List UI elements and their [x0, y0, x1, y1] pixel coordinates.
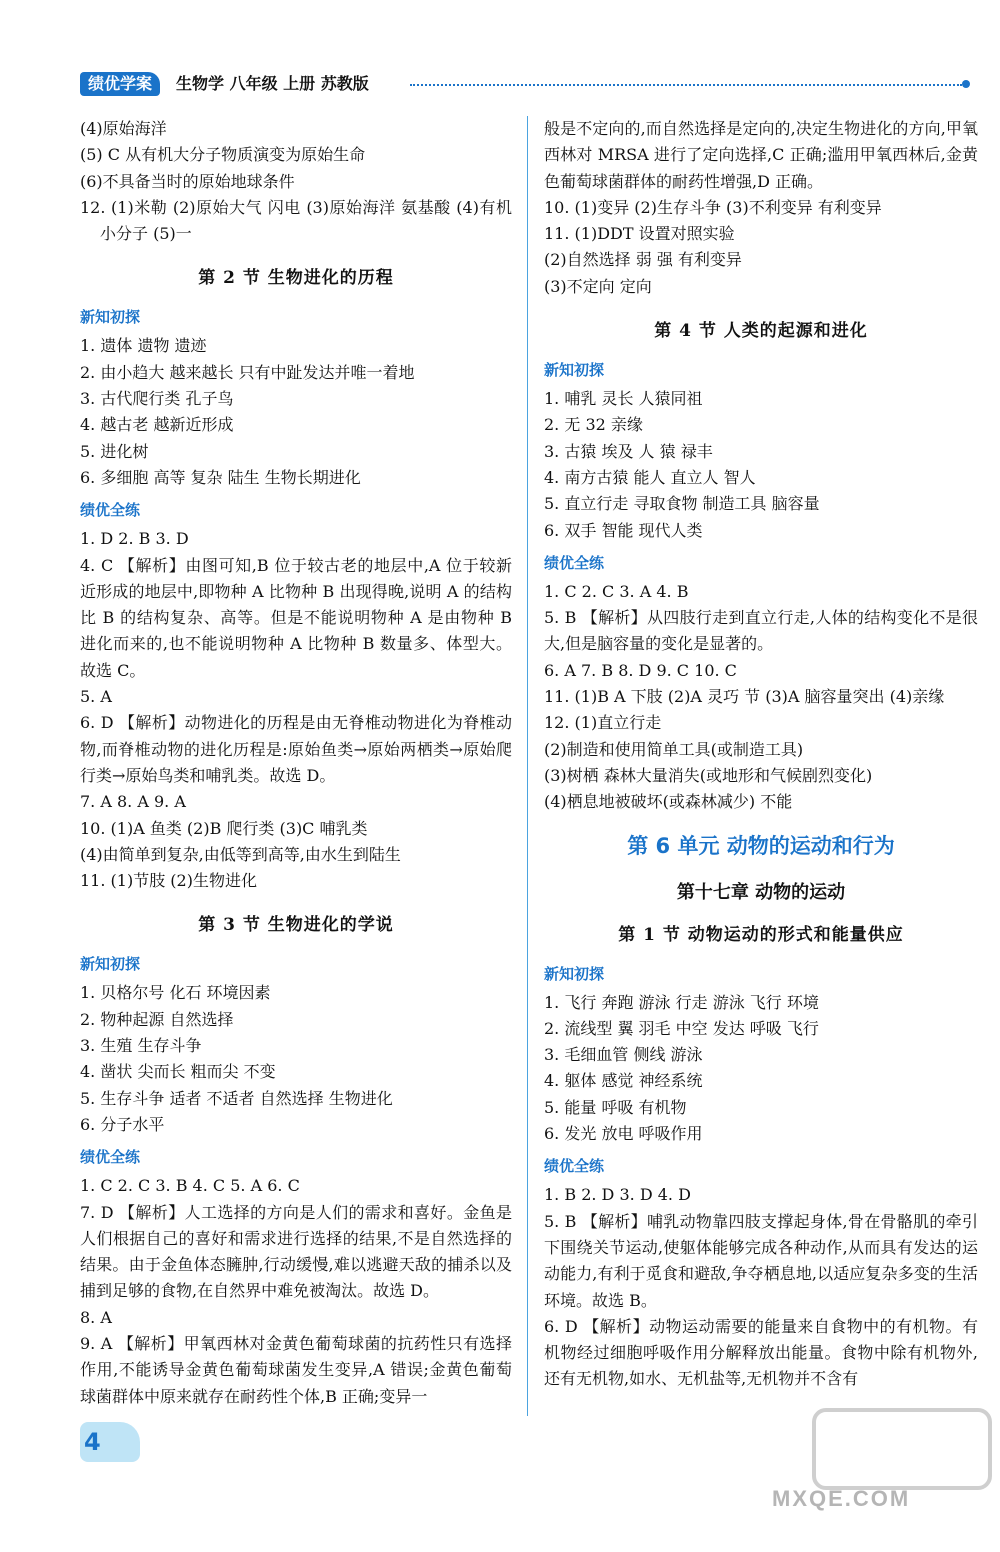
section-title-2: 第 2 节 生物进化的历程	[198, 268, 394, 289]
answer-line: 1. 贝格尔号 化石 环境因素	[80, 983, 271, 1003]
answer-line: (3)树栖 森林大量消失(或地形和气候剧烈变化)	[544, 765, 873, 785]
new-knowledge-label: 新知初探	[80, 955, 141, 974]
page-number: 4	[80, 1422, 140, 1462]
answer-line: 6. 分子水平	[80, 1114, 165, 1134]
answer-line: 1. 飞行 奔跑 游泳 行走 游泳 飞行 环境	[544, 992, 819, 1012]
answer-line: 2. 无 32 亲缘	[544, 415, 643, 435]
practice-label: 绩优全练	[80, 1148, 141, 1167]
new-knowledge-label: 新知初探	[544, 964, 605, 983]
answer-line: 6. 发光 放电 呼吸作用	[544, 1124, 703, 1144]
answer-line: 1. C 2. C 3. A 4. B	[544, 581, 689, 601]
answer-line: 6. A 7. B 8. D 9. C 10. C	[544, 660, 737, 680]
right-column	[544, 116, 978, 1393]
answer-line: 5. 直立行走 寻取食物 制造工具 脑容量	[544, 494, 820, 514]
answer-line: 11. (1)DDT 设置对照实验	[544, 224, 735, 244]
section-title-4: 第 4 节 人类的起源和进化	[654, 321, 868, 342]
practice-label: 绩优全练	[80, 501, 141, 520]
answer-line: 2. 由小趋大 越来越长 只有中趾发达并唯一着地	[80, 362, 415, 382]
answer-line: 5. 进化树	[80, 441, 149, 461]
explanation-item: 9. A 【解析】甲氧西林对金黄色葡萄球菌的抗药性只有选择作用,不能诱导金黄色葡萄球菌发生变异,A 错误;金黄色葡萄球菌群体中原来就存在耐药性个体,B 正确;变异一	[80, 1333, 512, 1406]
page-header	[80, 72, 972, 100]
practice-label: 绩优全练	[544, 553, 605, 572]
explanation-item: 7. D 【解析】人工选择的方向是人们的需求和喜好。金鱼是人们根据自己的喜好和需求进行选择的结果,不是自然选择的结果。由于金鱼体态臃肿,行动缓慢,难以逃避天敌的捕杀以及捕到足够的食物,在自然界中难免被淘汰。故选 D。	[80, 1202, 512, 1301]
answer-line: 1. D 2. B 3. D	[80, 529, 189, 549]
answer-line: 11. (1)节肢 (2)生物进化	[80, 871, 257, 891]
explanation-item: 6. D 【解析】动物运动需要的能量来自食物中的有机物。有机物经过细胞呼吸作用分解释放出能量。食物中除有机物外,还有无机物,如水、无机盐等,无机物并不含有	[544, 1316, 978, 1389]
answer-line: (2)制造和使用简单工具(或制造工具)	[544, 739, 804, 759]
answer-line: 1. C 2. C 3. B 4. C 5. A 6. C	[80, 1176, 300, 1196]
left-column	[80, 116, 512, 1410]
answer-line: 4. 躯体 感觉 神经系统	[544, 1071, 703, 1091]
explanation-continuation: 般是不定向的,而自然选择是定向的,决定生物进化的方向,甲氧西林对 MRSA 进行了定向选择,C 正确;滥用甲氧西林后,金黄色葡萄球菌群体的耐药性增强,D 正确。	[544, 119, 978, 191]
answer-item-11: 11. (1)B A 下肢 (2)A 灵巧 节 (3)A 脑容量突出 (4)亲缘	[544, 687, 945, 707]
explanation-item: 5. B 【解析】从四肢行走到直立行走,人体的结构变化不是很大,但是脑容量的变化是显著的。	[544, 608, 978, 654]
section-title-3: 第 3 节 生物进化的学说	[198, 915, 394, 936]
answer-line: 4. 越古老 越新近形成	[80, 415, 234, 435]
answer-line: (4)由简单到复杂,由低等到高等,由水生到陆生	[80, 844, 401, 864]
answer-line: 3. 古猿 埃及 人 猿 禄丰	[544, 441, 713, 461]
answer-line: 3. 古代爬行类 孔子鸟	[80, 389, 234, 409]
answer-line: (4)原始海洋	[80, 119, 167, 138]
brand-badge: 绩优学案	[80, 72, 160, 96]
book-info: 生物学 八年级 上册 苏教版	[176, 74, 369, 93]
unit-title: 第 6 单元 动物的运动和行为	[627, 833, 895, 858]
header-dot	[962, 80, 970, 88]
answer-line: 10. (1)A 鱼类 (2)B 爬行类 (3)C 哺乳类	[80, 818, 368, 838]
new-knowledge-label: 新知初探	[544, 361, 605, 380]
answer-line: 3. 生殖 生存斗争	[80, 1036, 202, 1056]
watermark-text: MXQE.COM	[772, 1486, 911, 1511]
answer-line: 4. 凿状 尖而长 粗而尖 不变	[80, 1062, 276, 1082]
answer-line: (6)不具备当时的原始地球条件	[80, 171, 295, 191]
answer-line: 7. A 8. A 9. A	[80, 792, 186, 812]
answer-line: 5. A	[80, 687, 112, 707]
explanation-item: 5. B 【解析】哺乳动物靠四肢支撑起身体,骨在骨骼肌的牵引下围绕关节运动,使躯体能够完成各种动作,从而具有发达的运动能力,有利于觅食和避敌,争夺栖息地,以适应复杂多变的生活环境。故选 B。	[544, 1211, 978, 1310]
answer-line: (4)栖息地被破坏(或森林减少) 不能	[544, 792, 793, 812]
answer-line: 1. 哺乳 灵长 人猿同祖	[544, 389, 703, 409]
answer-line: (5) C 从有机大分子物质演变为原始生命	[80, 145, 366, 165]
section-title-1: 第 1 节 动物运动的形式和能量供应	[618, 924, 904, 945]
answer-line: 5. 生存斗争 适者 不适者 自然选择 生物进化	[80, 1088, 393, 1108]
answer-line: 2. 物种起源 自然选择	[80, 1009, 234, 1029]
answer-line: 1. 遗体 遗物 遗迹	[80, 336, 207, 356]
practice-label: 绩优全练	[544, 1157, 605, 1176]
answer-line: 1. B 2. D 3. D 4. D	[544, 1185, 691, 1205]
answer-line: 6. 双手 智能 现代人类	[544, 520, 703, 540]
column-divider	[527, 116, 528, 1416]
explanation-item: 6. D 【解析】动物进化的历程是由无脊椎动物进化为脊椎动物,而脊椎动物的进化历程是:原始鱼类→原始两栖类→原始爬行类→原始鸟类和哺乳类。故选 D。	[80, 713, 512, 785]
answer-line: (3)不定向 定向	[544, 276, 652, 296]
header-dotted-rule	[410, 84, 962, 86]
new-knowledge-label: 新知初探	[80, 308, 141, 327]
explanation-item: 4. C 【解析】由图可知,B 位于较古老的地层中,A 位于较新近形成的地层中,即物种 A 比物种 B 出现得晚,说明 A 的结构比 B 的结构复杂、高等。但是不能说明物种 A 是由物种 B 进化而来的,也不能说明物种 A 比物种 B 数量多、体型大。故选 C。	[80, 555, 512, 680]
answer-item-12: 12. (1)米勒 (2)原始大气 闪电 (3)原始海洋 氨基酸 (4)有机小分子 (5)一	[80, 197, 512, 244]
answer-line: (2)自然选择 弱 强 有利变异	[544, 250, 742, 270]
answer-line: 5. 能量 呼吸 有机物	[544, 1097, 687, 1117]
answer-line: 8. A	[80, 1307, 112, 1327]
answer-line: 6. 多细胞 高等 复杂 陆生 生物长期进化	[80, 467, 361, 487]
answer-line: 10. (1)变异 (2)生存斗争 (3)不利变异 有利变异	[544, 197, 882, 217]
answer-line: 3. 毛细血管 侧线 游泳	[544, 1045, 703, 1065]
watermark-logo	[812, 1408, 992, 1490]
answer-line: 2. 流线型 翼 羽毛 中空 发达 呼吸 飞行	[544, 1018, 819, 1038]
answer-line: 4. 南方古猿 能人 直立人 智人	[544, 467, 756, 487]
chapter-title: 第十七章 动物的运动	[676, 881, 846, 903]
answer-line: 12. (1)直立行走	[544, 713, 662, 733]
